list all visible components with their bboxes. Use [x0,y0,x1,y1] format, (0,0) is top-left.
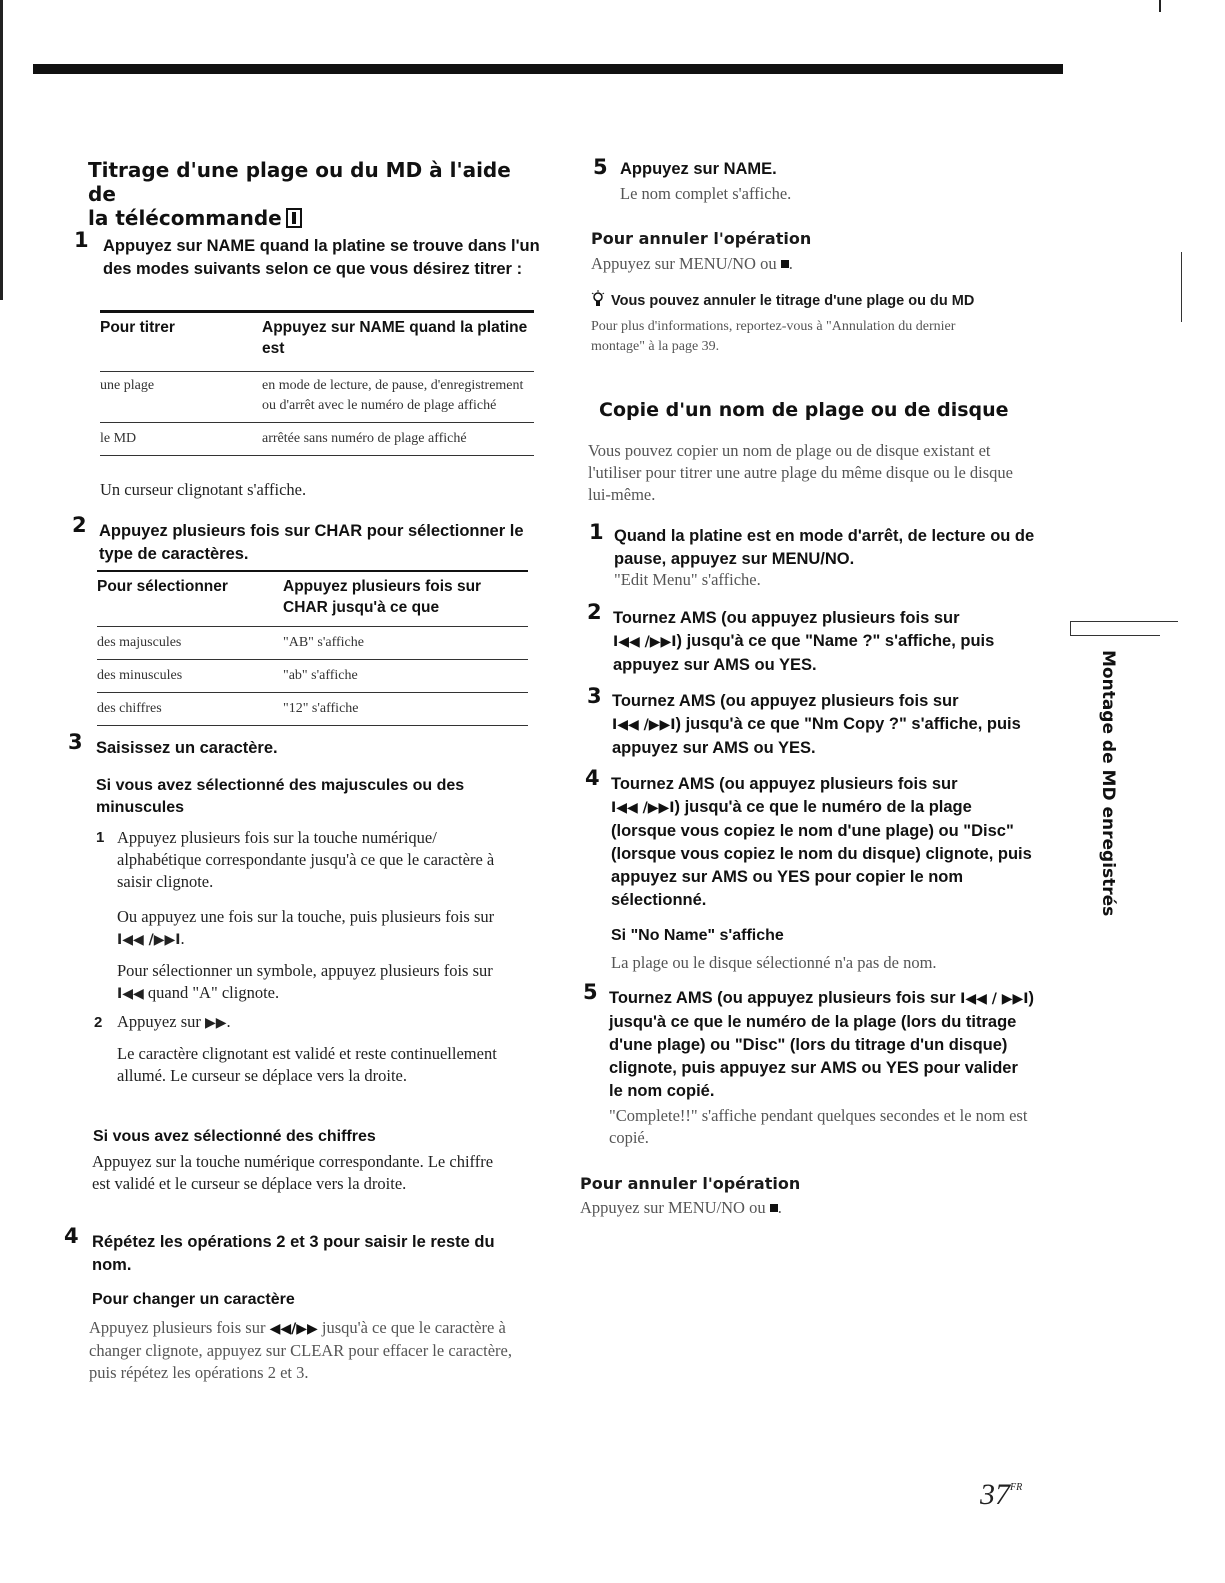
substep-paragraph: Le caractère clignotant est validé et reste continuellement allumé. Le curseur se déplace vers la droite. [117,1044,497,1085]
table-row [97,693,528,726]
table-cell: une plage [100,372,262,423]
stop-icon [770,1204,778,1212]
skip-back-symbol: I◀◀ [117,986,144,1002]
chapter-side-tab-label: Montage de MD enregistrés [1098,650,1118,917]
table-cell: le MD [100,423,262,456]
text-fragment: ) jusqu'à ce que "Nm Copy ?" s'affiche, puis appuyez sur AMS ou YES. [612,715,1021,757]
step-5-result: Le nom complet s'affiche. [620,184,792,203]
table-header: Pour sélectionner [97,578,228,595]
remote-icon [286,208,302,228]
text-fragment: Tournez AMS (ou appuyez plusieurs fois sur [612,692,959,710]
subsection-title: Pour changer un caractère [92,1291,295,1308]
text-fragment: ) jusqu'à ce que "Name ?" s'affiche, puis appuyez sur AMS ou YES. [613,632,995,674]
table-header-row [100,312,534,372]
substep-paragraph [117,960,517,1005]
skip-buttons-symbol: I◀◀ /▶▶I [612,717,676,733]
tab-border [1070,621,1178,622]
table-cell: arrêtée sans numéro de plage affiché [262,423,534,456]
section-title-text: la télécommande [88,206,282,230]
cancel-text: Appuyez sur MENU/NO ou . [580,1198,782,1217]
table-cell: des majuscules [97,627,283,660]
step-5-number: 5 [593,155,608,179]
step-5-text: Appuyez sur NAME. [620,160,777,178]
forward-symbol: ▶▶ [204,1015,227,1031]
margin-line [1181,252,1182,322]
step-1-number: 1 [74,228,89,252]
subsection-title: Si vous avez sélectionné des majuscules ou des minuscules [96,777,465,816]
tab-border [1070,635,1160,636]
table-row [100,423,534,456]
cancel-title: Pour annuler l'opération [580,1174,801,1193]
text-fragment: . [180,929,185,948]
step-4-text: Répétez les opérations 2 et 3 pour saisir le reste du nom. [92,1233,495,1274]
page-number [980,1478,1022,1512]
substep-paragraph [117,906,517,951]
text-fragment: Tournez AMS (ou appuyez plusieurs fois sur [609,989,961,1007]
table-header-row [97,571,528,627]
copy-step-4-number: 4 [585,766,600,790]
copy-step-2-number: 2 [587,600,602,624]
title-mode-table [100,310,534,456]
char-type-table [97,570,528,726]
skip-buttons-symbol: I◀◀ /▶▶I [613,634,677,650]
section-title [88,158,538,230]
step-2-text: Appuyez plusieurs fois sur CHAR pour sélectionner le type de caractères. [99,522,524,563]
skip-buttons-symbol: I◀◀ / ▶▶I [960,991,1029,1007]
substep-number: 1 [96,829,105,846]
substep-text: Appuyez plusieurs fois sur la touche numérique/ alphabétique correspondante jusqu'à ce que le caractère à saisir clignote. [117,828,495,891]
text-fragment: Ou appuyez une fois sur la touche, puis plusieurs fois sur [117,907,495,926]
copy-step-1-text: Quand la platine est en mode d'arrêt, de lecture ou de pause, appuyez sur MENU/NO. [614,527,1035,568]
step-1-result: Un curseur clignotant s'affiche. [100,480,307,499]
rewind-forward-symbol: ◀◀/▶▶ [269,1321,318,1337]
table-row [97,660,528,693]
copy-step-5-result: "Complete!!" s'affiche pendant quelques secondes et le nom est copié. [609,1106,1028,1147]
text-fragment: . [226,1012,231,1031]
stop-icon [781,260,789,268]
chapter-side-tab [1088,640,1128,920]
step-4-number: 4 [64,1224,79,1248]
tip-text: Pour plus d'informations, reportez-vous à "Annulation du dernier montage" à la page 39. [591,319,956,354]
copy-step-3-text [612,690,1042,760]
step-3-text: Saisissez un caractère. [96,739,278,757]
section-2-intro: Vous pouvez copier un nom de plage ou de disque existant et l'utiliser pour titrer une autre plage du même disque ou le disque lui-même. [588,441,1013,504]
step-3-number: 3 [68,730,83,754]
copy-step-1-number: 1 [589,520,604,544]
subsection-text: La plage ou le disque sélectionné n'a pas de nom. [611,953,937,972]
table-cell: "12" s'affiche [283,693,528,726]
copy-step-1-result: "Edit Menu" s'affiche. [614,570,761,589]
lightbulb-icon [591,290,605,308]
table-cell: "ab" s'affiche [283,660,528,693]
text-fragment: ) jusqu'à ce que le numéro de la plage (lorsque vous copiez le nom d'une plage) ou "Disc" (lorsque vous copiez le nom du disque) clignote, puis appuyez sur AMS ou YES pour copier le nom sélectionné. [611,798,1032,909]
text-fragment: Appuyez sur [117,1012,205,1031]
subsection-title: Si vous avez sélectionné des chiffres [93,1128,376,1145]
cancel-title: Pour annuler l'opération [591,229,812,248]
subsection-text: Appuyez sur la touche numérique correspondante. Le chiffre est validé et le curseur se déplace vers la droite. [92,1152,494,1193]
copy-step-5-number: 5 [583,980,598,1004]
copy-step-4-text [611,773,1041,912]
copy-step-5-text [609,987,1034,1103]
table-header: Pour titrer [100,319,175,336]
subsection-title: Si "No Name" s'affiche [611,927,784,944]
tab-border [1070,621,1071,635]
substep-text [117,1011,231,1034]
tip-title [591,290,974,309]
text-fragment: ) jusqu'à ce que le numéro de la plage (lors du titrage d'une plage) ou "Disc" (lors du titrage d'un disque) clignote, puis appuyez sur AMS ou YES pour valider le nom copié. [609,989,1034,1100]
section-2-title: Copie d'un nom de plage ou de disque [599,399,1009,421]
copy-step-2-text [613,607,1043,677]
copy-step-3-number: 3 [587,684,602,708]
text-fragment: jusqu'à ce que le caractère à changer clignote, appuyez sur CLEAR pour effacer le caractère, puis répétez les opérations 2 et 3. [89,1318,512,1382]
skip-buttons-symbol: I◀◀ /▶▶I [117,932,181,948]
page-edge-mark [0,0,3,300]
skip-buttons-symbol: I◀◀ /▶▶I [611,800,675,816]
table-cell: en mode de lecture, de pause, d'enregistrement ou d'arrêt avec le numéro de plage affiché [262,372,534,423]
header-rule [33,64,1063,74]
table-header: Appuyez sur NAME quand la platine est [262,319,528,357]
page-number-value: 37 [980,1478,1010,1511]
substep-number: 2 [94,1014,103,1031]
table-cell: "AB" s'affiche [283,627,528,660]
text-fragment: Appuyez plusieurs fois sur [89,1318,270,1337]
table-row [100,372,534,423]
section-title-line1: Titrage d'une plage ou du MD à l'aide de [88,158,511,206]
text-fragment: Appuyez sur MENU/NO ou [591,254,781,273]
text-fragment: quand "A" clignote. [143,983,280,1002]
text-fragment: Pour sélectionner un symbole, appuyez plusieurs fois sur [117,961,493,980]
table-cell: des minuscules [97,660,283,693]
text-fragment: Appuyez sur MENU/NO ou [580,1198,770,1217]
table-row [97,627,528,660]
table-header: Appuyez plusieurs fois sur CHAR jusqu'à ce que [283,578,482,616]
table-cell: des chiffres [97,693,283,726]
section-title-line2 [88,206,538,230]
text-fragment: Tournez AMS (ou appuyez plusieurs fois sur [613,609,960,627]
step-2-number: 2 [72,513,87,537]
text-fragment: Tournez AMS (ou appuyez plusieurs fois sur [611,775,958,793]
top-tick-mark [1159,0,1161,12]
page-language-suffix: FR [1010,1482,1023,1493]
tip-title-text: Vous pouvez annuler le titrage d'une plage ou du MD [611,293,975,309]
step-1-text: Appuyez sur NAME quand la platine se trouve dans l'un des modes suivants selon ce que vous désirez titrer : [103,237,540,278]
cancel-text: Appuyez sur MENU/NO ou . [591,254,793,273]
subsection-text [89,1317,519,1384]
